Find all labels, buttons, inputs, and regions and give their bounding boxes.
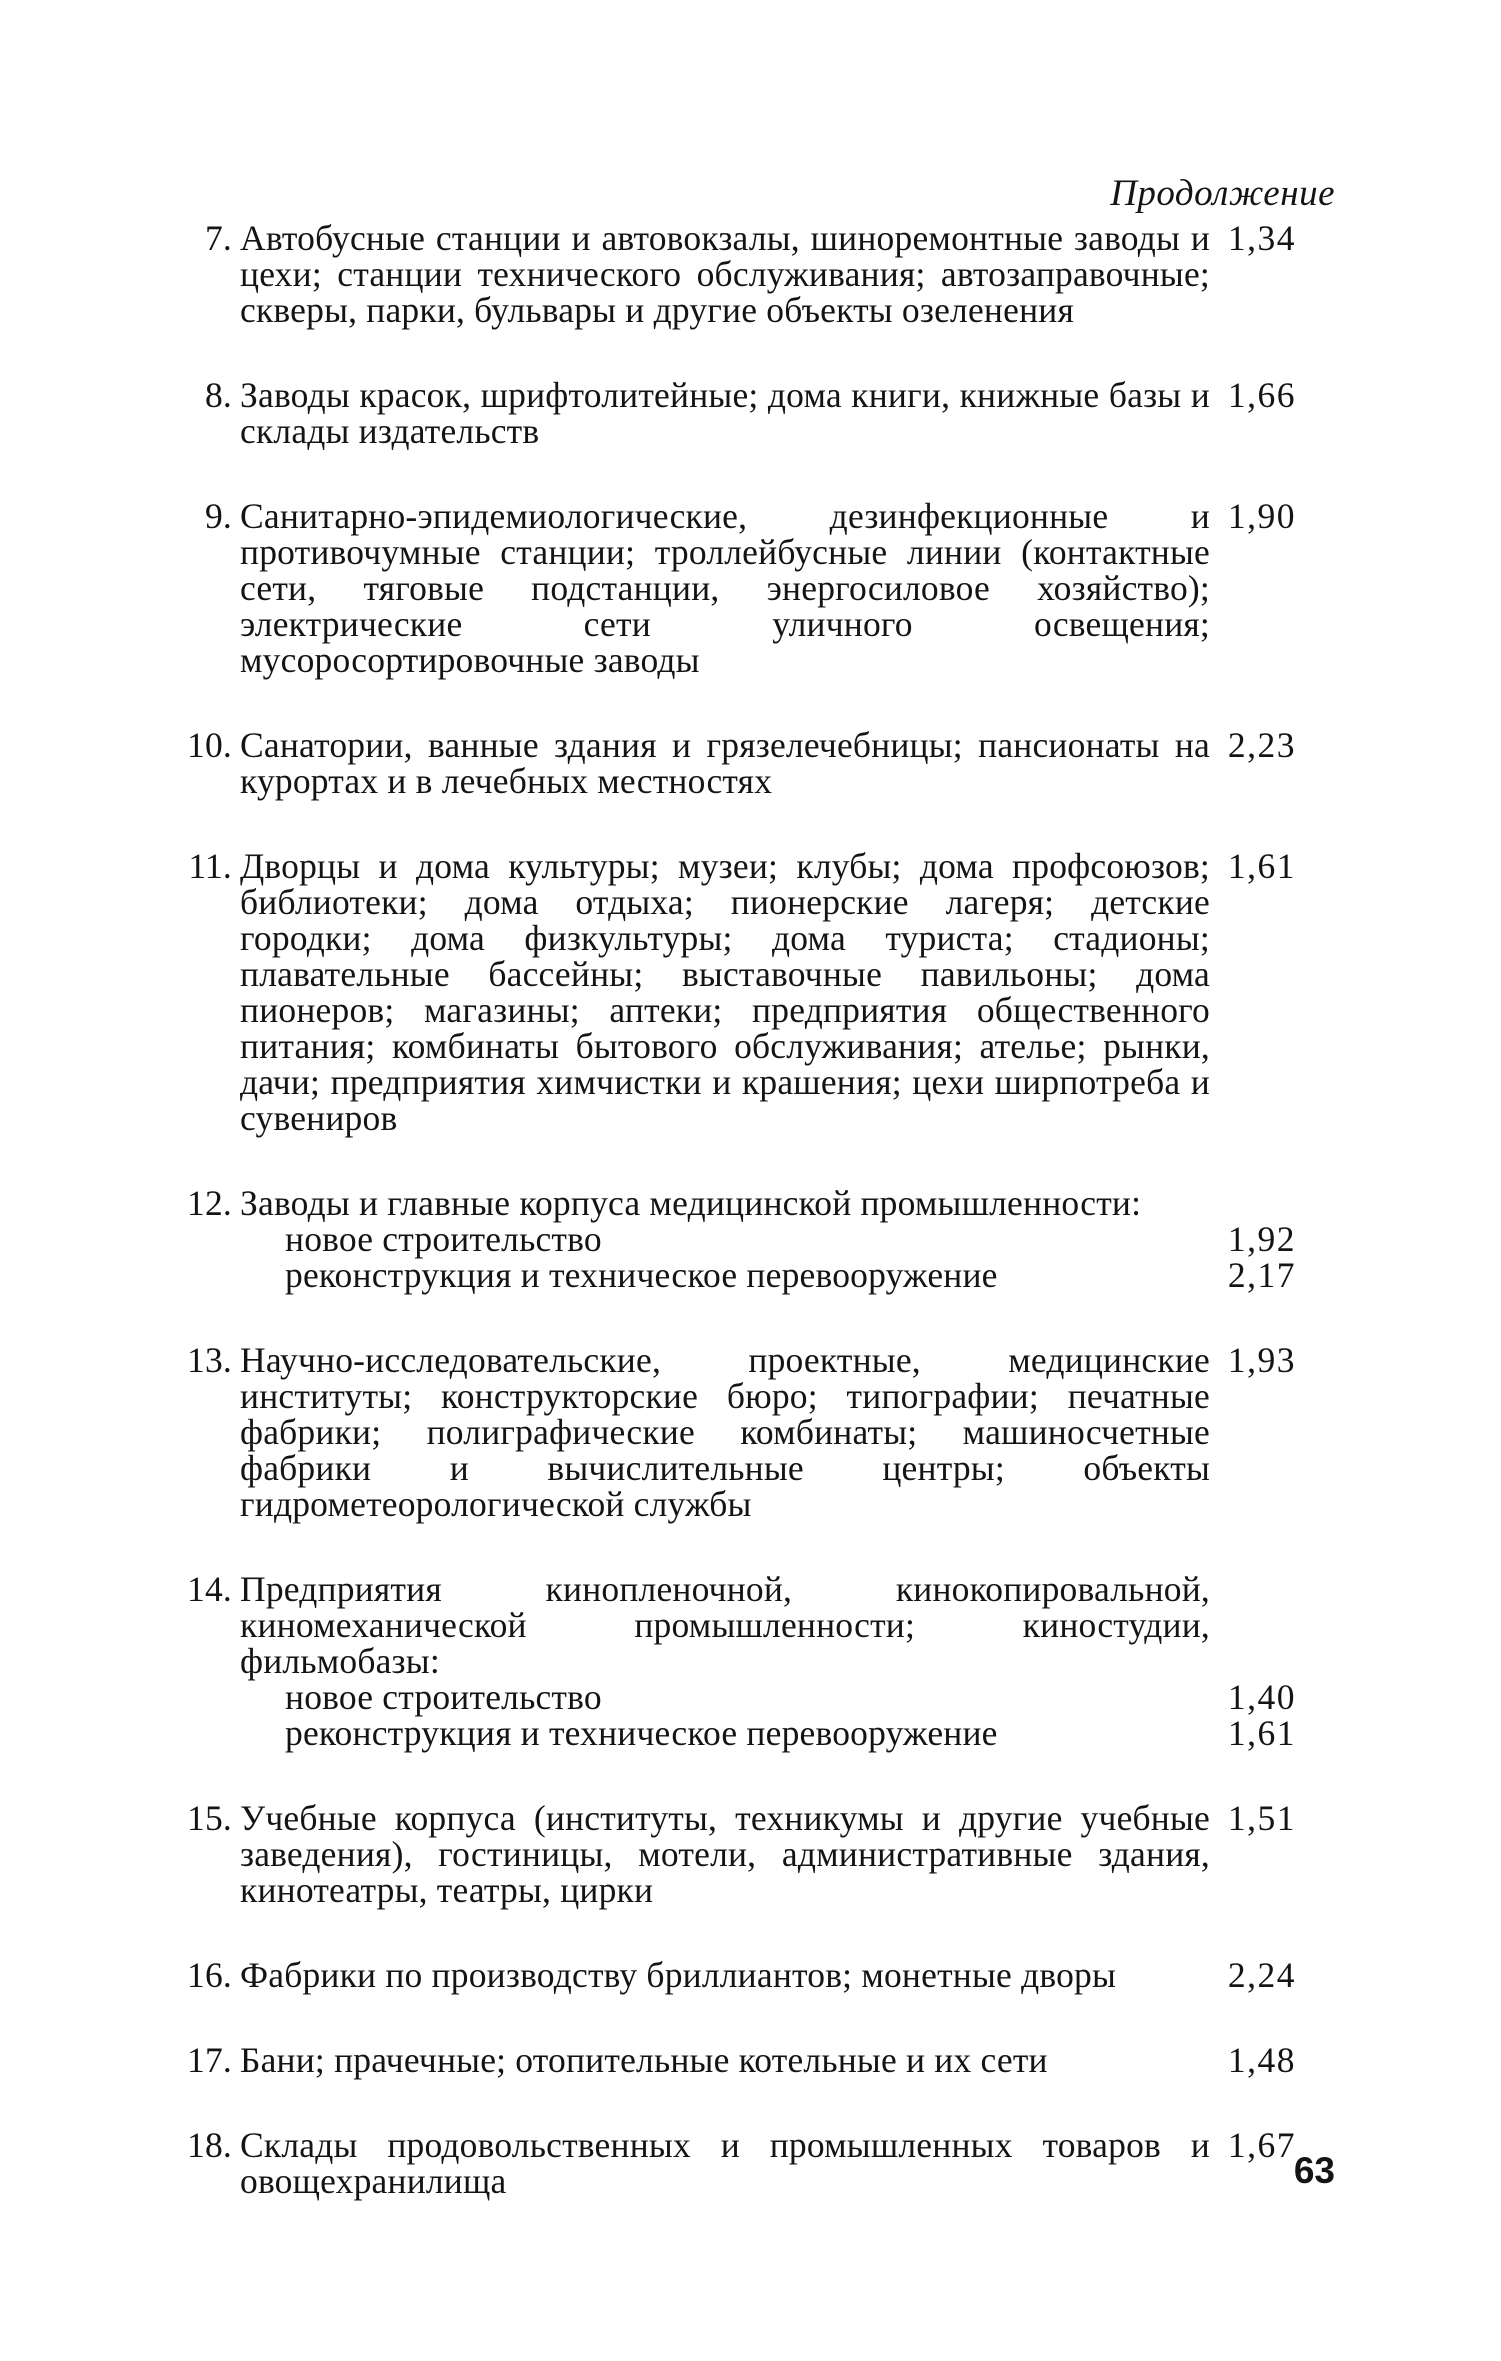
list-item bbox=[170, 220, 1330, 328]
item-number: 14. bbox=[187, 1569, 232, 1609]
sub-item-coefficient: 2,17 bbox=[1227, 1255, 1296, 1295]
coefficient-list bbox=[170, 220, 1330, 2248]
item-number: 16. bbox=[187, 1955, 232, 1995]
list-item bbox=[170, 2127, 1330, 2199]
item-text: Заводы красок, шрифтолитейные; дома книги, книжные базы и склады издательств bbox=[240, 375, 1210, 451]
item-text: Санитарно-эпидемиологические, дезинфекционные и противочумные станции; троллейбусные линии (контактные сети, тяговые подстанции, энергосиловое хозяйство); электрические сети уличного освещения; мусоросортировочные заводы bbox=[240, 496, 1210, 680]
list-item bbox=[170, 1342, 1330, 1522]
item-number: 12. bbox=[187, 1183, 232, 1223]
item-coefficient: 1,66 bbox=[1227, 375, 1296, 415]
item-number: 8. bbox=[204, 375, 232, 415]
sub-item-text: реконструкция и техническое перевооружение bbox=[285, 1713, 998, 1753]
list-item bbox=[170, 1571, 1330, 1751]
list-item bbox=[170, 377, 1330, 449]
item-text: Бани; прачечные; отопительные котельные и их сети bbox=[240, 2040, 1048, 2080]
sub-item-text: новое строительство bbox=[285, 1677, 602, 1717]
item-coefficient: 1,67 bbox=[1227, 2125, 1296, 2165]
list-item bbox=[170, 1800, 1330, 1908]
item-coefficient: 2,23 bbox=[1227, 725, 1296, 765]
item-number: 17. bbox=[187, 2040, 232, 2080]
continued-label: Продолжение bbox=[1110, 173, 1335, 214]
sub-item bbox=[240, 1255, 1296, 1295]
item-text: Предприятия кинопленочной, кинокопировальной, киномеханической промышленности; киностудии, фильмобазы: bbox=[240, 1569, 1210, 1681]
item-number: 15. bbox=[187, 1798, 232, 1838]
sub-item-text: новое строительство bbox=[285, 1219, 602, 1259]
item-number: 9. bbox=[204, 496, 232, 536]
item-number: 10. bbox=[187, 725, 232, 765]
item-coefficient: 1,61 bbox=[1227, 846, 1296, 886]
sub-item-coefficient: 1,92 bbox=[1227, 1219, 1296, 1259]
item-coefficient: 1,93 bbox=[1227, 1340, 1296, 1380]
list-item bbox=[170, 1185, 1330, 1293]
item-number: 7. bbox=[204, 218, 232, 258]
item-coefficient: 1,34 bbox=[1227, 218, 1296, 258]
item-coefficient: 2,24 bbox=[1227, 1955, 1296, 1995]
item-number: 18. bbox=[187, 2125, 232, 2165]
item-text: Склады продовольственных и промышленных товаров и овощехранилища bbox=[240, 2125, 1210, 2201]
list-item bbox=[170, 727, 1330, 799]
item-text: Учебные корпуса (институты, техникумы и другие учебные заведения), гостиницы, мотели, административные здания, кинотеатры, театры, цирки bbox=[240, 1798, 1210, 1910]
sub-item bbox=[240, 1677, 1296, 1717]
item-coefficient: 1,51 bbox=[1227, 1798, 1296, 1838]
list-item bbox=[170, 1957, 1330, 1993]
item-text: Автобусные станции и автовокзалы, шиноремонтные заводы и цехи; станции технического обслуживания; автозаправочные; скверы, парки, бульвары и другие объекты озеленения bbox=[240, 218, 1210, 330]
item-text: Дворцы и дома культуры; музеи; клубы; дома профсоюзов; библиотеки; дома отдыха; пионерские лагеря; детские городки; дома физкультуры; дома туриста; стадионы; плавательные бассейны; выставочные павильоны; дома пионеров; магазины; аптеки; предприятия общественного питания; комбинаты бытового обслуживания; ателье; рынки, дачи; предприятия химчистки и крашения; цехи ширпотреба и сувениров bbox=[240, 846, 1210, 1138]
sub-item-coefficient: 1,40 bbox=[1227, 1677, 1296, 1717]
item-text: Фабрики по производству бриллиантов; монетные дворы bbox=[240, 1955, 1117, 1995]
list-item bbox=[170, 848, 1330, 1136]
page-number: 63 bbox=[1293, 2150, 1335, 2191]
sub-item bbox=[240, 1219, 1296, 1259]
item-number: 13. bbox=[187, 1340, 232, 1380]
item-coefficient: 1,48 bbox=[1227, 2040, 1296, 2080]
item-text: Санатории, ванные здания и грязелечебницы; пансионаты на курортах и в лечебных местностях bbox=[240, 725, 1210, 801]
sub-item-text: реконструкция и техническое перевооружение bbox=[285, 1255, 998, 1295]
sub-item-coefficient: 1,61 bbox=[1227, 1713, 1296, 1753]
item-coefficient: 1,90 bbox=[1227, 496, 1296, 536]
list-item bbox=[170, 498, 1330, 678]
list-item bbox=[170, 2042, 1330, 2078]
sub-item bbox=[240, 1713, 1296, 1753]
item-text: Научно-исследовательские, проектные, медицинские институты; конструкторские бюро; типографии; печатные фабрики; полиграфические комбинаты; машиносчетные фабрики и вычислительные центры; объекты гидрометеорологической службы bbox=[240, 1340, 1210, 1524]
item-number: 11. bbox=[188, 846, 232, 886]
item-text: Заводы и главные корпуса медицинской промышленности: bbox=[240, 1183, 1142, 1223]
